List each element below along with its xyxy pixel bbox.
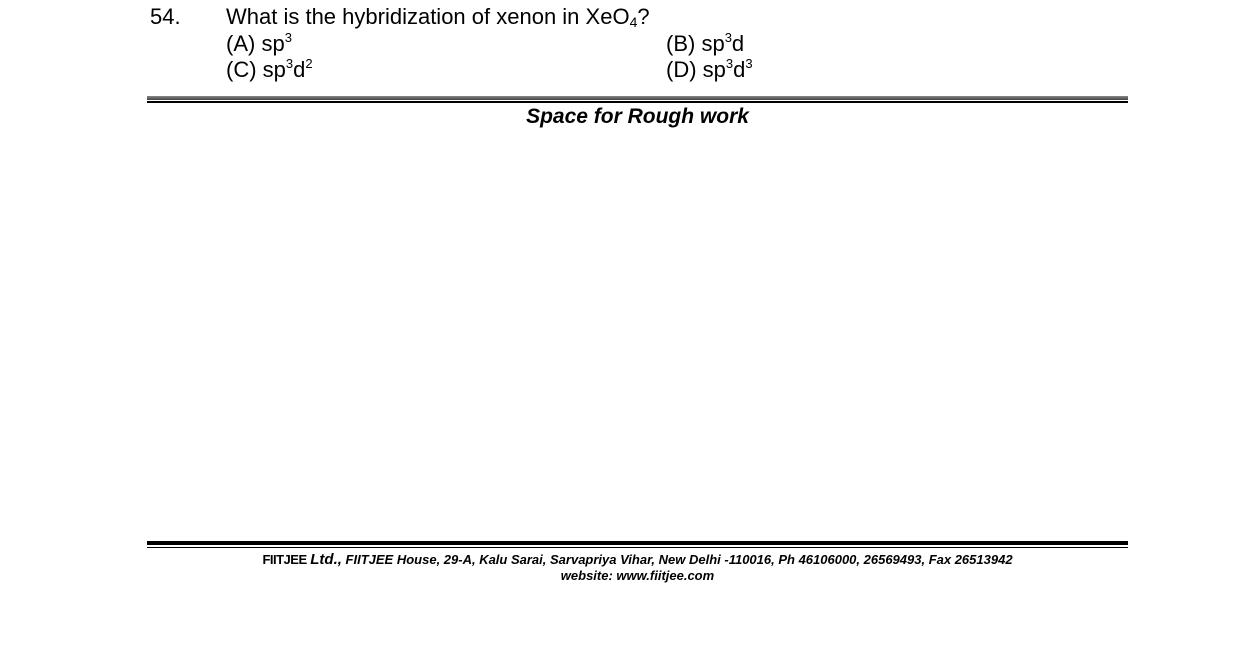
option-a xyxy=(226,31,292,57)
option-b-mid: d xyxy=(731,31,745,56)
option-c-label: (C) sp xyxy=(226,57,286,82)
option-d-sup2: 3 xyxy=(745,56,753,71)
option-b-sup: 3 xyxy=(724,30,732,45)
option-a-label: (A) sp xyxy=(226,31,285,56)
option-d-label: (D) sp xyxy=(666,57,726,82)
bottom-divider-thin xyxy=(147,547,1128,548)
question-text-end: ? xyxy=(637,4,650,29)
option-a-sup: 3 xyxy=(284,30,292,45)
question-text-main: What is the hybridization of xenon in XeO xyxy=(226,4,630,29)
top-divider xyxy=(147,96,1128,104)
option-b xyxy=(666,31,744,57)
option-c-mid: d xyxy=(293,57,306,82)
page-footer xyxy=(147,552,1128,584)
option-b-label: (B) sp xyxy=(666,31,725,56)
footer-brand: FIITJEE xyxy=(262,552,307,567)
footer-address-line xyxy=(147,552,1128,568)
bottom-divider-thick xyxy=(147,541,1128,545)
question-subscript: 4 xyxy=(629,14,638,30)
footer-website: website: www.fiitjee.com xyxy=(560,568,715,583)
top-divider-thin xyxy=(147,101,1128,103)
bottom-divider xyxy=(147,541,1128,549)
top-divider-thick xyxy=(147,96,1128,100)
footer-address: FIITJEE House, 29-A, Kalu Sarai, Sarvapriya Vihar, New Delhi -110016, Ph 46106000, 26569493, Fax 26513942 xyxy=(345,552,1013,567)
option-d xyxy=(666,57,753,83)
footer-ltd: Ltd., xyxy=(310,551,342,568)
question-number: 54. xyxy=(150,4,181,29)
rough-work-heading: Space for Rough work xyxy=(526,105,749,128)
option-d-sup: 3 xyxy=(725,56,734,71)
option-c-sup: 3 xyxy=(285,56,294,71)
option-c xyxy=(226,57,313,83)
question-text xyxy=(226,4,650,30)
option-d-mid: d xyxy=(733,57,746,82)
option-c-sup2: 2 xyxy=(305,56,313,71)
